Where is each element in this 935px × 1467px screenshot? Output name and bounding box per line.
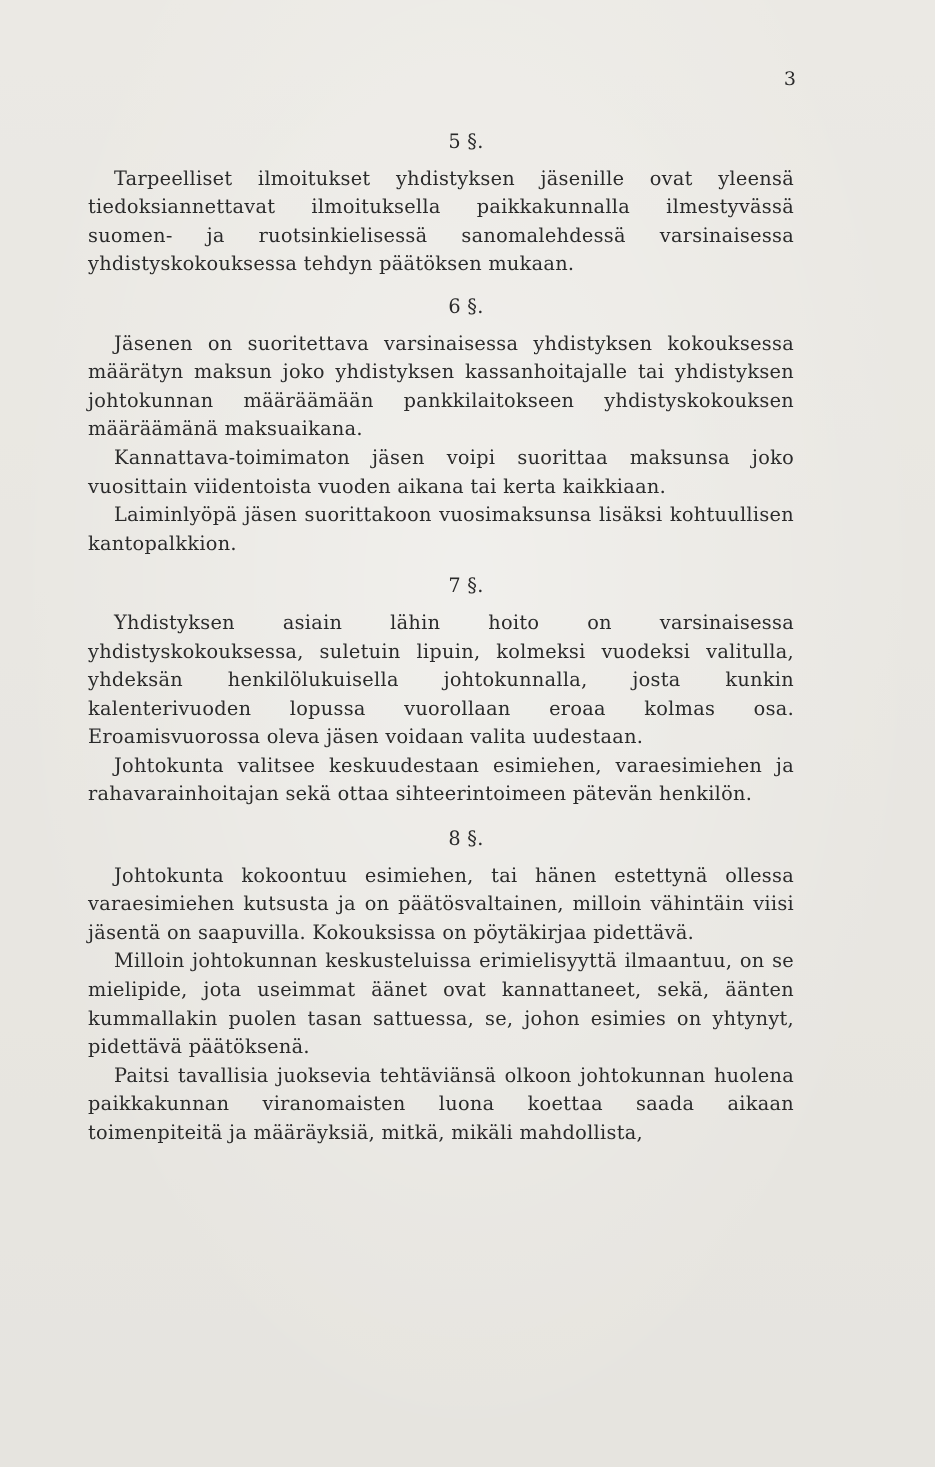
section-heading: 7 §.: [448, 574, 484, 598]
paragraph: Johtokunta kokoontuu esimiehen, tai hänen estettynä ollessa varaesimiehen kutsusta ja on päätösvaltainen, milloin vähintäin viisi jäsentä on saapuvilla. Kokouksissa on pöytäkirjaa pidettävä.: [88, 863, 794, 944]
paragraph: Tarpeelliset ilmoitukset yhdistyksen jäsenille ovat yleensä tiedoksiannettavat ilmoituksella paikkakunnalla ilmestyvässä suomen- ja ruotsinkielisessä sanomalehdessä varsinaisessa yhdistyskokouksessa tehdyn päätöksen mukaan.: [88, 166, 794, 276]
section-8: [88, 825, 794, 1148]
section-6: [88, 293, 794, 558]
paragraph: Jäsenen on suoritettava varsinaisessa yhdistyksen kokouksessa määrätyn maksun joko yhdistyksen kassanhoitajalle tai yhdistyksen johtokunnan määräämään pankkilaitokseen yhdistyskokouksen määräämänä maksuaikana.: [88, 331, 794, 441]
paragraph: Kannattava-toimimaton jäsen voipi suorittaa maksunsa joko vuosittain viidentoista vuoden aikana tai kerta kaikkiaan.: [88, 445, 794, 498]
section-heading: 8 §.: [448, 827, 484, 851]
section-heading: 5 §.: [448, 130, 484, 153]
section-7: [88, 572, 794, 809]
section-heading: 6 §.: [448, 294, 484, 318]
section-5: [88, 128, 794, 279]
body-text: [88, 128, 794, 1148]
paragraph: Laiminlyöpä jäsen suorittakoon vuosimaksunsa lisäksi kohtuullisen kantopalkkion.: [88, 503, 794, 555]
paragraph: Johtokunta valitsee keskuudestaan esimiehen, varaesimiehen ja rahavarainhoitajan sekä ottaa sihteerintoimeen pätevän henkilön.: [88, 753, 794, 806]
paragraph: Milloin johtokunnan keskusteluissa erimielisyyttä ilmaantuu, on se mielipide, jota useimmat äänet ovat kannattaneet, sekä, äänten kummallakin puolen tasan sattuessa, se, johon esimies on yhtynyt, pidettävä päätöksenä.: [88, 949, 794, 1059]
page-number: 3: [783, 68, 796, 90]
paragraph: Paitsi tavallisia juoksevia tehtäviänsä olkoon johtokunnan huolena paikkakunnan viranomaisten luona koettaa saada aikaan toimenpiteitä ja määräyksiä, mitkä, mikäli mahdollista,: [88, 1063, 794, 1144]
paragraph: Yhdistyksen asiain lähin hoito on varsinaisessa yhdistyskokouksessa, suletuin lipuin, kolmeksi vuodeksi valitulla, yhdeksän henkilölukuisella johtokunnalla, josta kunkin kalenterivuoden lopussa vuorollaan eroaa kolmas osa. Eroamisvuorossa oleva jäsen voidaan valita uudestaan.: [88, 610, 794, 749]
